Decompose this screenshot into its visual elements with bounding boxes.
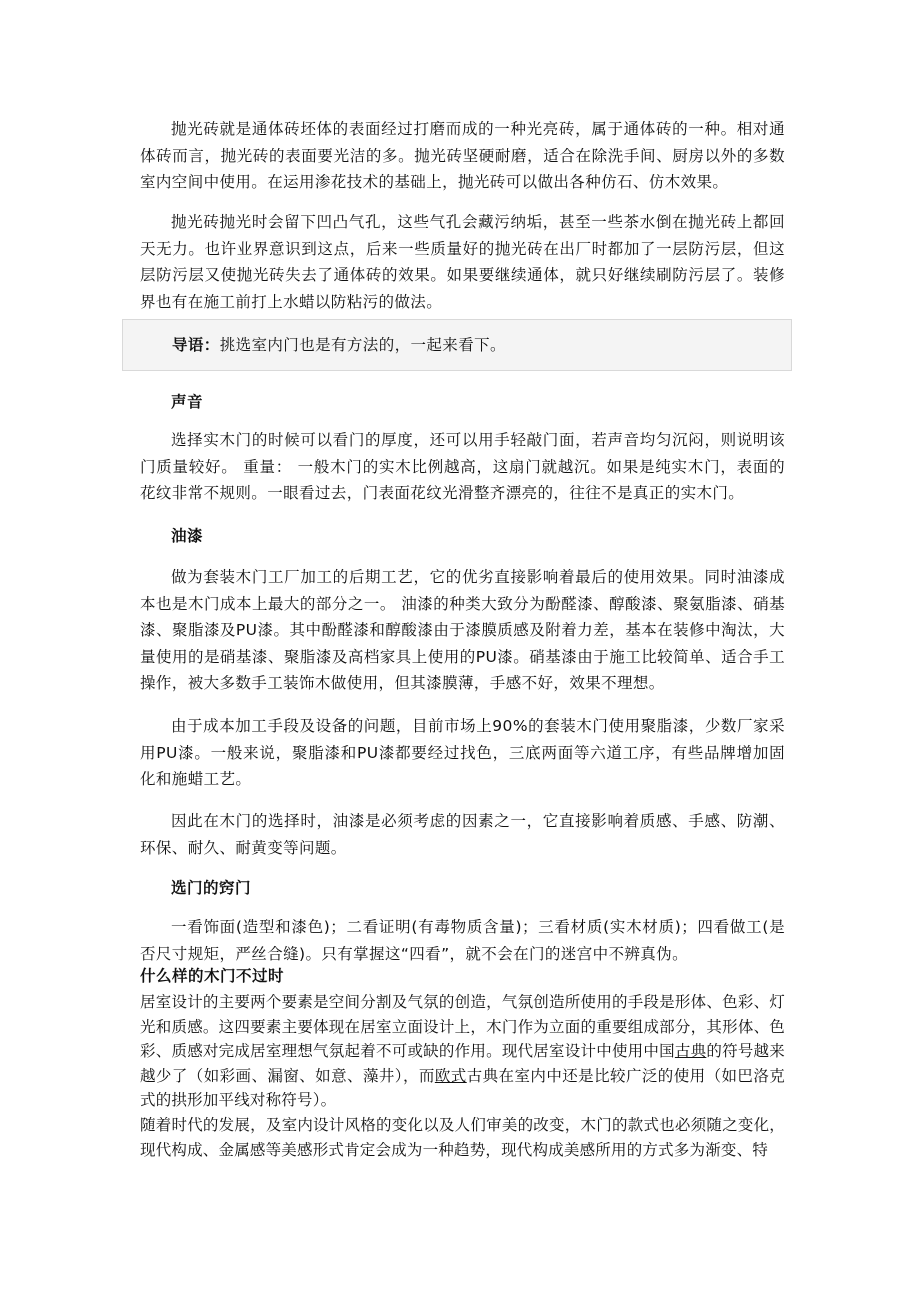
paint-paragraph-3: 因此在木门的选择时，油漆是必须考虑的因素之一，它直接影响着质感、手感、防潮、环保、耐久、耐黄变等问题。 [140,812,785,857]
section-heading-paint: 油漆 [171,527,204,545]
paint-paragraph-1: 做为套装木门工厂加工的后期工艺，它的优劣直接影响着最后的使用效果。同时油漆成本也是木门成本上最大的部分之一。 油漆的种类大致分为酚醛漆、醇酸漆、聚氨脂漆、硝基漆、聚脂漆及PU漆。其中酚醛漆和醇酸漆由于漆膜质感及附着力差，基本在装修中淘汰，大量使用的是硝基漆、聚脂漆及高档家具上使用的PU漆。硝基漆由于施工比较简单、适合手工操作，被大多数手工装饰木做使用，但其漆膜薄，手感不好，效果不理想。 [140,568,785,692]
paint-paragraph-2: 由于成本加工手段及设备的问题，目前市场上90%的套装木门使用聚脂漆，少数厂家采用PU漆。一般来说，聚脂漆和PU漆都要经过找色，三底两面等六道工序，有些品牌增加固化和施蜡工艺。 [140,717,785,788]
section-heading-timeless: 什么样的木门不过时 [140,967,285,985]
intro-paragraph-1: 抛光砖就是通体砖坯体的表面经过打磨而成的一种光亮砖，属于通体砖的一种。相对通体砖而言，抛光砖的表面要光洁的多。抛光砖坚硬耐磨，适合在除洗手间、厨房以外的多数室内空间中使用。在运用渗花技术的基础上，抛光砖可以做出各种仿石、仿木效果。 [140,120,785,191]
tips-paragraph: 一看饰面(造型和漆色)；二看证明(有毒物质含量)；三看材质(实木材质)；四看做工(是否尺寸规矩，严丝合缝)。只有掌握这“四看”，就不会在门的迷宫中不辨真伪。 [140,918,785,963]
link-european[interactable]: 欧式 [434,1066,467,1085]
callout-text [172,334,506,356]
section-heading-sound: 声音 [171,393,204,411]
callout-label: 导语： [172,336,220,354]
timeless-paragraph-1 [140,990,785,1113]
timeless-paragraph-2: 随着时代的发展，及室内设计风格的变化以及人们审美的改变，木门的款式也必须随之变化，现代构成、金属感等美感形式肯定会成为一种趋势，现代构成美感所用的方式多为渐变、特 [140,1116,785,1159]
sound-paragraph: 选择实木门的时候可以看门的厚度，还可以用手轻敲门面，若声音均匀沉闷，则说明该门质量较好。 重量： 一般木门的实木比例越高，这扇门就越沉。如果是纯实木门，表面的花纹非常不规则。一眼看过去，门表面花纹光滑整齐漂亮的，往往不是真正的实木门。 [140,431,785,502]
link-classical[interactable]: 古典 [674,1042,707,1060]
callout-body: 挑选室内门也是有方法的，一起来看下。 [219,336,506,354]
intro-paragraph-2: 抛光砖抛光时会留下凹凸气孔，这些气孔会藏污纳垢，甚至一些茶水倒在抛光砖上都回天无力。也许业界意识到这点，后来一些质量好的抛光砖在出厂时都加了一层防污层，但这层防污层又使抛光砖失去了通体砖的效果。如果要继续通体，就只好继续刷防污层了。装修界也有在施工前打上水蜡以防粘污的做法。 [140,213,785,311]
intro-callout-box [122,319,792,371]
timeless-text-b: 的符号越来越少了（如彩画、漏窗、如意、藻井），而 [140,1042,785,1085]
timeless-text-c: 古典在室内中还是比较广泛的使用（如巴洛克式的拱形加平线对称符号）。 [140,1066,785,1109]
timeless-text-a: 居室设计的主要两个要素是空间分割及气氛的创造，气氛创造所使用的手段是形体、色彩、灯光和质感。这四要素主要体现在居室立面设计上，木门作为立面的重要组成部分，其形体、色彩、质感对完成居室理想气氛起着不可或缺的作用。现代居室设计中使用中国 [140,993,785,1060]
section-heading-tips: 选门的窍门 [171,879,252,897]
